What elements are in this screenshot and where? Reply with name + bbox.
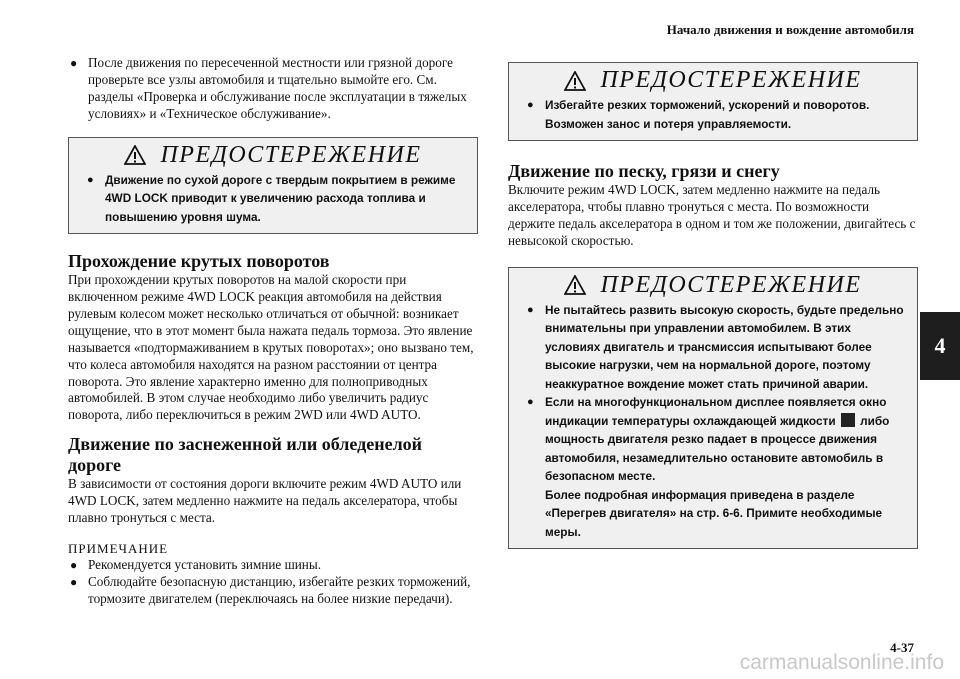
note-title: ПРИМЕЧАНИЕ — [68, 541, 169, 556]
warning-title-text: ПРЕДОСТЕРЕЖЕНИЕ — [600, 67, 862, 93]
warning-title — [69, 142, 477, 169]
section-heading-sharp-turns: Прохождение крутых поворотов — [68, 251, 330, 272]
warning-item-coolant-text-before: Если на многофункциональном дисплее появляется окно индикации температуры охлаждающей жидкости — [545, 395, 887, 428]
warning-triangle-icon — [564, 71, 586, 91]
chapter-tab: 4 — [920, 312, 960, 380]
warning-item: ● Избегайте резких торможений, ускорений и поворотов. Возможен занос и потеря управляемости. — [509, 96, 917, 133]
warning-item-reference: Более подробная информация приведена в разделе «Перегрев двигателя» на стр. 6-6. Примите необходимые меры. — [545, 487, 883, 539]
page-header-title: Начало движения и вождение автомобиля — [666, 22, 914, 37]
warning-triangle-icon — [564, 275, 586, 295]
warning-title — [509, 272, 917, 299]
page-number: 4-37 — [890, 640, 914, 655]
intro-bullet: ● После движения по пересеченной местности или грязной дороге проверьте все узлы автомобиля и тщательно вымойте его. См. разделы «Проверка и обслуживание после эксплуатации в тяжелых условиях» и «Техническое обслуживание». — [68, 55, 478, 123]
section-heading-sand-mud-snow: Движение по песку, грязи и снегу — [508, 161, 780, 181]
warning-item-coolant-text-after: либо мощность двигателя резко падает в процессе движения автомобиля, незамедлительно остановите автомобиль в безопасном месте. — [545, 413, 890, 484]
warning-box-dry-road — [68, 137, 478, 235]
section-heading-snow-ice: Движение по заснеженной или обледенелой дороге — [68, 434, 423, 476]
note-item-safe-distance: ● Соблюдайте безопасную дистанцию, избегайте резких торможений, тормозите двигателем (переключаясь на более низкие передачи). — [68, 574, 478, 608]
section-text-snow-ice: В зависимости от состояния дороги включите режим 4WD AUTO или 4WD LOCK, затем медленно нажмите на педаль акселератора, чтобы плавно тронуться с места. — [68, 476, 462, 526]
warning-box-high-speed — [508, 267, 918, 550]
watermark: carmanualsonline.info — [739, 651, 944, 674]
warning-box-braking — [508, 62, 918, 141]
warning-item: ● Движение по сухой дороге с твердым покрытием в режиме 4WD LOCK приводит к увеличению расхода топлива и повышению уровня шума. — [69, 171, 477, 227]
warning-item-speed: ● Не пытайтесь развить высокую скорость, будьте предельно внимательны при управлении автомобилем. В этих условиях двигатель и трансмиссия испытывают более высокие нагрузки, чем на нормальной дороге, поэтому неаккуратное вождение может стать причиной аварии. — [509, 301, 917, 394]
note-item-winter-tires: ● Рекомендуется установить зимние шины. — [68, 557, 478, 574]
coolant-temperature-icon — [841, 413, 855, 427]
warning-item-coolant — [509, 393, 917, 486]
warning-triangle-icon — [124, 145, 146, 165]
warning-title — [509, 67, 917, 94]
left-column — [68, 55, 478, 608]
section-text-sand-mud-snow: Включите режим 4WD LOCK, затем медленно нажмите на педаль акселератора, чтобы плавно тронуться с места. По возможности держите педаль акселератора в одном и том же положении, двигайтесь с невысокой скоростью. — [508, 182, 916, 248]
warning-title-text: ПРЕДОСТЕРЕЖЕНИЕ — [600, 271, 862, 298]
right-column — [508, 62, 918, 549]
warning-title-text: ПРЕДОСТЕРЕЖЕНИЕ — [160, 141, 422, 168]
section-text-sharp-turns: При прохождении крутых поворотов на малой скорости при включенном режиме 4WD LOCK реакция автомобиля на действия рулевым колесом может несколько отличаться от обычной: возникает ощущение, что в этот момент была нажата педаль тормоза. Это явление называется «подтормаживанием в крутых поворотах»; оно вызвано тем, что колеса автомобиля находятся на разном расстоянии от центра поворота. Это явление характерно именно для полноприводных автомобилей. В этом случае необходимо либо увеличить радиус поворота, либо переключиться в режим 2WD или 4WD AUTO. — [68, 272, 474, 423]
